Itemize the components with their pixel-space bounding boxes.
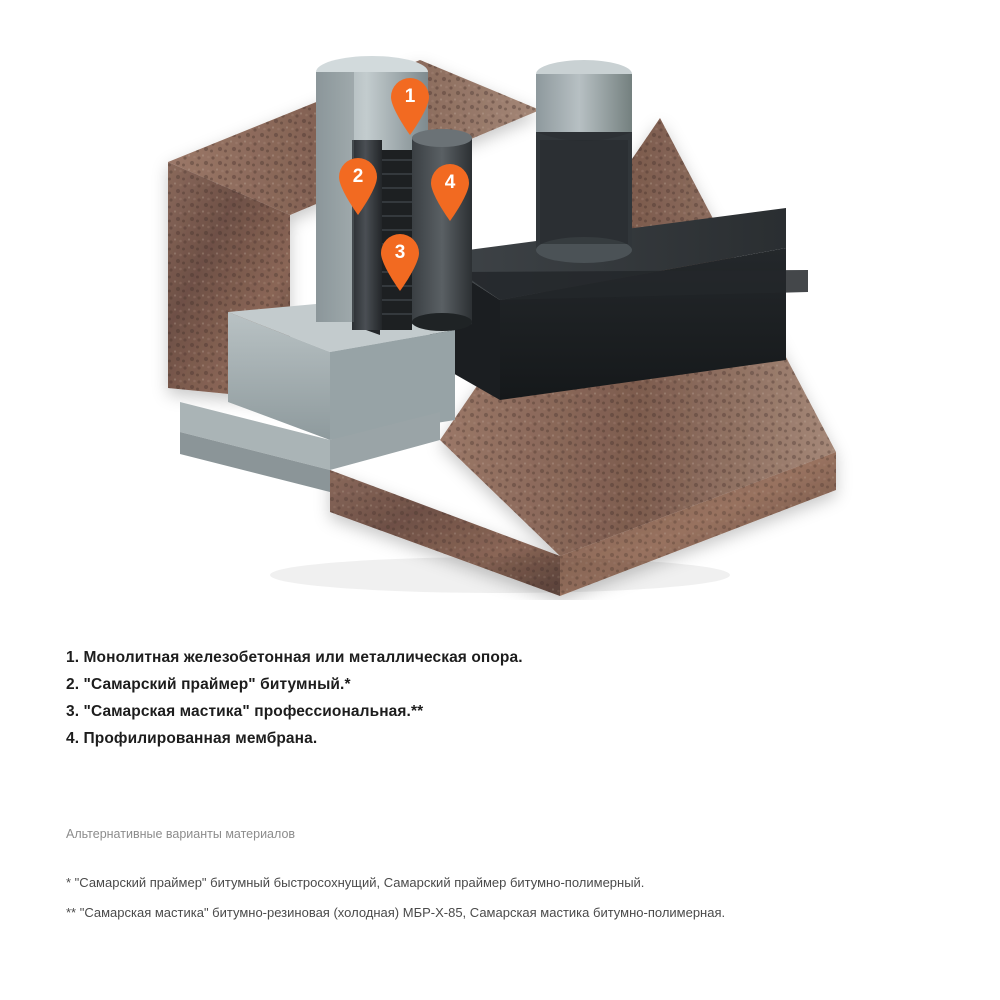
alternative-materials-notes — [66, 824, 946, 928]
marker-3-number: 3 — [394, 242, 406, 263]
legend-item-2: 2. "Самарский праймер" битумный.* — [66, 676, 351, 693]
notes-title: Альтернативные варианты материалов — [66, 827, 296, 841]
note-line-1: * "Самарский праймер" битумный быстросохнущий, Самарский праймер битумно-полимерный. — [66, 875, 645, 890]
map-pin-icon — [378, 234, 422, 292]
legend-item-3: 3. "Самарская мастика" профессиональная.** — [66, 703, 424, 720]
pillar-secondary — [536, 60, 632, 263]
marker-1[interactable] — [388, 78, 432, 136]
membrane-layer — [412, 129, 472, 331]
map-pin-icon — [388, 78, 432, 136]
marker-4-number: 4 — [444, 172, 456, 193]
map-pin-icon — [428, 164, 472, 222]
map-pin-icon — [336, 158, 380, 216]
marker-2[interactable] — [336, 158, 380, 216]
marker-4[interactable] — [428, 164, 472, 222]
legend-item-4: 4. Профилированная мембрана. — [66, 730, 318, 747]
note-line-2: ** "Самарская мастика" битумно-резиновая (холодная) МБР-Х-85, Самарская мастика битумно-полимерная. — [66, 905, 726, 920]
legend-item-1: 1. Монолитная железобетонная или металлическая опора. — [66, 649, 523, 666]
marker-2-number: 2 — [352, 166, 364, 187]
legend-list — [66, 644, 926, 752]
marker-1-number: 1 — [404, 86, 416, 107]
marker-3[interactable] — [378, 234, 422, 292]
